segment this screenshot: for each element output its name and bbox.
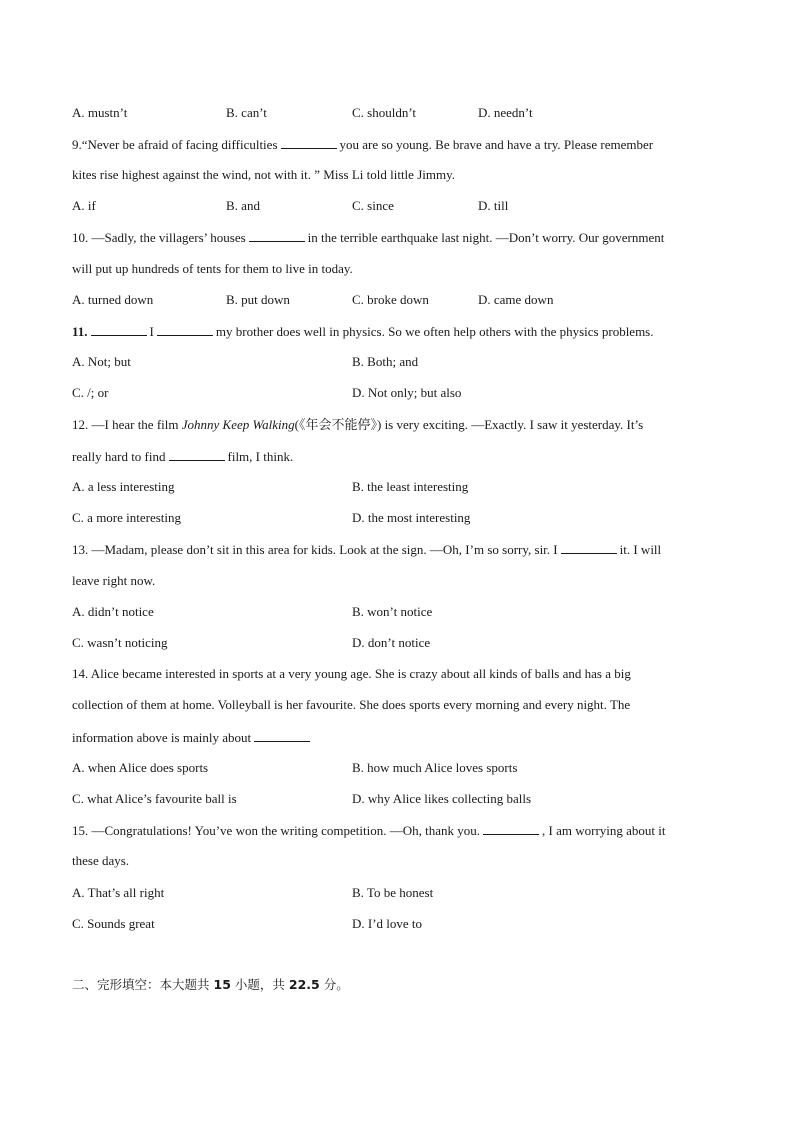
q12-option-d[interactable]: D. the most interesting xyxy=(352,510,471,525)
q11-stem: 11. I my brother does well in physics. So we often help others with the physics problems. xyxy=(72,324,654,339)
q9-stem-line2: kites rise highest against the wind, not with it. ” Miss Li told little Jimmy. xyxy=(72,167,455,182)
q12-option-c[interactable]: C. a more interesting xyxy=(72,510,182,525)
q14-stem-line3: information above is mainly about xyxy=(72,729,313,746)
q14-stem-line2: collection of them at home. Volleyball is her favourite. She does sports every morning and every night. The xyxy=(72,697,631,712)
q14-stem-line1: 14. Alice became interested in sports at a very young age. She is crazy about all kinds of balls and has a big xyxy=(72,666,631,681)
q12-stem-line2: really hard to find film, I think. xyxy=(72,449,294,464)
q15-option-c[interactable]: C. Sounds great xyxy=(72,916,155,931)
q8-option-d[interactable]: D. needn’t xyxy=(478,105,533,120)
q14-blank[interactable] xyxy=(254,729,310,742)
q11-option-c[interactable]: C. /; or xyxy=(72,385,109,400)
q12-stem-line1: 12. —I hear the film Johnny Keep Walking(《年会不能停》) is very exciting. —Exactly. I saw it yesterday. It’s xyxy=(72,417,644,432)
q13-stem-line1: 13. —Madam, please don’t sit in this area for kids. Look at the sign. —Oh, I’m so sorry, sir. I it. I will xyxy=(72,542,662,557)
q13-option-d[interactable]: D. don’t notice xyxy=(352,635,431,650)
q9-stem-line1: 9.“Never be afraid of facing difficulties you are so young. Be brave and have a try. Please remember xyxy=(72,137,654,152)
q13-blank[interactable] xyxy=(561,541,617,554)
q11-option-a[interactable]: A. Not; but xyxy=(72,354,131,369)
q10-blank[interactable] xyxy=(249,229,305,242)
q10-stem-line1: 10. —Sadly, the villagers’ houses in the terrible earthquake last night. —Don’t worry. Our government xyxy=(72,230,665,245)
q13-option-a[interactable]: A. didn’t notice xyxy=(72,604,154,619)
q10-option-a[interactable]: A. turned down xyxy=(72,292,154,307)
q12-blank[interactable] xyxy=(169,448,225,461)
q10-option-c[interactable]: C. broke down xyxy=(352,292,429,307)
q15-option-d[interactable]: D. I’d love to xyxy=(352,916,423,931)
q14-option-b[interactable]: B. how much Alice loves sports xyxy=(352,760,518,775)
q15-stem-line1: 15. —Congratulations! You’ve won the writing competition. —Oh, thank you. , I am worrying about it xyxy=(72,823,666,838)
q15-stem-line2: these days. xyxy=(72,853,130,868)
q15-blank[interactable] xyxy=(483,822,539,835)
q9-option-a[interactable]: A. if xyxy=(72,198,96,213)
q9-option-b[interactable]: B. and xyxy=(226,198,260,213)
q10-option-b[interactable]: B. put down xyxy=(226,292,290,307)
q10-stem-line2: will put up hundreds of tents for them to live in today. xyxy=(72,261,353,276)
q13-option-c[interactable]: C. wasn’t noticing xyxy=(72,635,168,650)
film-title-chinese: (《年会不能停》) xyxy=(294,417,382,432)
q9-option-c[interactable]: C. since xyxy=(352,198,394,213)
q8-option-a[interactable]: A. mustn’t xyxy=(72,105,128,120)
q13-stem-line2: leave right now. xyxy=(72,573,156,588)
q9-option-d[interactable]: D. till xyxy=(478,198,509,213)
q8-option-c[interactable]: C. shouldn’t xyxy=(352,105,417,120)
q12-option-a[interactable]: A. a less interesting xyxy=(72,479,175,494)
q14-option-a[interactable]: A. when Alice does sports xyxy=(72,760,209,775)
q13-option-b[interactable]: B. won’t notice xyxy=(352,604,433,619)
film-title: Johnny Keep Walking xyxy=(181,417,295,432)
section-2-heading: 二、完形填空：本大题共 15 小题，共 22.5 分。 xyxy=(72,977,349,992)
q8-option-b[interactable]: B. can’t xyxy=(226,105,267,120)
q12-option-b[interactable]: B. the least interesting xyxy=(352,479,469,494)
q14-option-c[interactable]: C. what Alice’s favourite ball is xyxy=(72,791,237,806)
q9-blank[interactable] xyxy=(281,136,337,149)
q14-option-d[interactable]: D. why Alice likes collecting balls xyxy=(352,791,532,806)
q15-option-a[interactable]: A. That’s all right xyxy=(72,885,165,900)
q11-blank-1[interactable] xyxy=(91,323,147,336)
q15-option-b[interactable]: B. To be honest xyxy=(352,885,434,900)
q11-option-d[interactable]: D. Not only; but also xyxy=(352,385,462,400)
q11-option-b[interactable]: B. Both; and xyxy=(352,354,419,369)
q10-option-d[interactable]: D. came down xyxy=(478,292,554,307)
q11-blank-2[interactable] xyxy=(157,323,213,336)
